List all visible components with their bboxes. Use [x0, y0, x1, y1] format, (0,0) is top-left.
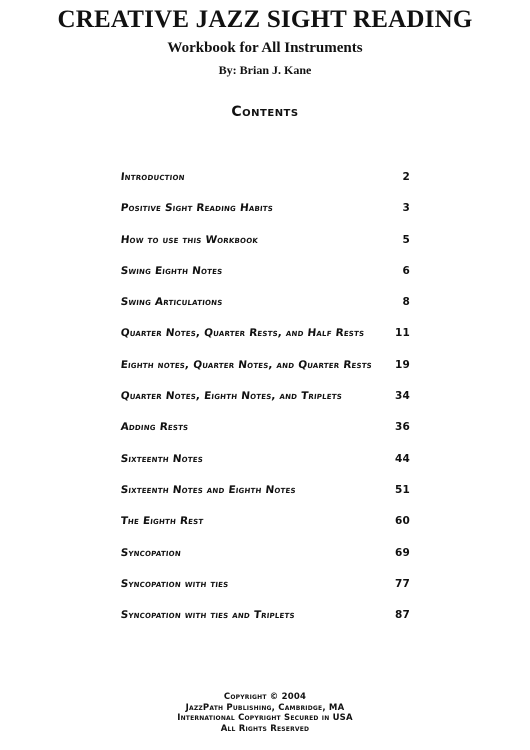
- toc-entry-page: 19: [394, 358, 410, 371]
- book-subtitle: Workbook for All Instruments: [167, 40, 363, 56]
- toc-entry-page: 34: [394, 390, 410, 403]
- toc-entry-page: 11: [394, 327, 410, 340]
- toc-entry-title: Swing Eighth Notes: [120, 264, 224, 277]
- toc-entry-title: Quarter Notes, Quarter Rests, and Half Rests: [120, 327, 365, 340]
- toc-entry-title: Sixteenth Notes: [120, 452, 204, 465]
- toc-entry-page: 51: [394, 483, 410, 496]
- toc-entry-adding-rests: [120, 421, 412, 452]
- toc-entry-sixteenth-notes: [120, 453, 412, 484]
- contents-heading: Contents: [231, 104, 299, 120]
- toc-entry-title: Eighth notes, Quarter Notes, and Quarter Rests: [120, 358, 373, 371]
- toc-entry-quarter-notes-rests: [120, 327, 412, 358]
- toc-entry-title: Quarter Notes, Eighth Notes, and Triplets: [120, 390, 343, 403]
- toc-entry-page: 6: [402, 264, 410, 277]
- toc-entry-title: Introduction: [120, 171, 186, 183]
- toc-entry-sixteenth-and-eighth-notes: [120, 484, 412, 515]
- toc-entry-quarter-eighth-triplets: [120, 390, 412, 421]
- toc-entry-syncopation-with-ties: [120, 578, 412, 609]
- toc-entry-title: Syncopation with ties and Triplets: [120, 609, 296, 622]
- copyright-block: [0, 692, 530, 734]
- toc-entry-syncopation: [120, 547, 412, 578]
- toc-entry-title: The Eighth Rest: [120, 515, 205, 528]
- book-title: CREATIVE JAZZ SIGHT READING: [57, 6, 473, 33]
- toc-entry-positive-sight-reading-habits: [120, 202, 412, 233]
- toc-entry-title: How to use this Workbook: [120, 233, 259, 246]
- toc-entry-eighth-notes-quarter-notes: [120, 359, 412, 390]
- toc-entry-title: Positive Sight Reading Habits: [120, 202, 274, 215]
- toc-entry-page: 77: [394, 577, 410, 590]
- toc-entry-how-to-use-workbook: [120, 234, 412, 265]
- toc-entry-page: 3: [402, 202, 410, 215]
- toc-entry-syncopation-ties-triplets: [120, 609, 412, 640]
- publisher-line: JazzPath Publishing, Cambridge, MA: [185, 702, 345, 713]
- toc-entry-page: 69: [394, 546, 410, 559]
- toc-entry-page: 36: [394, 421, 410, 434]
- toc-entry-page: 5: [402, 233, 410, 246]
- toc-entry-swing-articulations: [120, 296, 412, 327]
- toc-entry-page: 8: [402, 296, 410, 309]
- international-copyright-line: International Copyright Secured in USA: [177, 713, 353, 723]
- toc-entry-title: Syncopation with ties: [120, 577, 230, 590]
- copyright-line: Copyright © 2004: [223, 692, 307, 702]
- toc-entry-page: 2: [402, 171, 410, 183]
- table-of-contents: [120, 171, 412, 640]
- toc-entry-eighth-rest: [120, 515, 412, 546]
- toc-entry-page: 60: [394, 515, 410, 528]
- toc-entry-swing-eighth-notes: [120, 265, 412, 296]
- toc-entry-title: Sixteenth Notes and Eighth Notes: [120, 483, 297, 496]
- rights-line: All Rights Reserved: [220, 723, 310, 734]
- toc-entry-introduction: [120, 171, 412, 202]
- toc-entry-page: 44: [394, 452, 410, 465]
- toc-entry-title: Adding Rests: [120, 421, 190, 434]
- toc-entry-page: 87: [394, 609, 410, 622]
- author-line: By: Brian J. Kane: [218, 63, 312, 77]
- toc-entry-title: Syncopation: [120, 546, 182, 559]
- toc-entry-title: Swing Articulations: [120, 296, 224, 309]
